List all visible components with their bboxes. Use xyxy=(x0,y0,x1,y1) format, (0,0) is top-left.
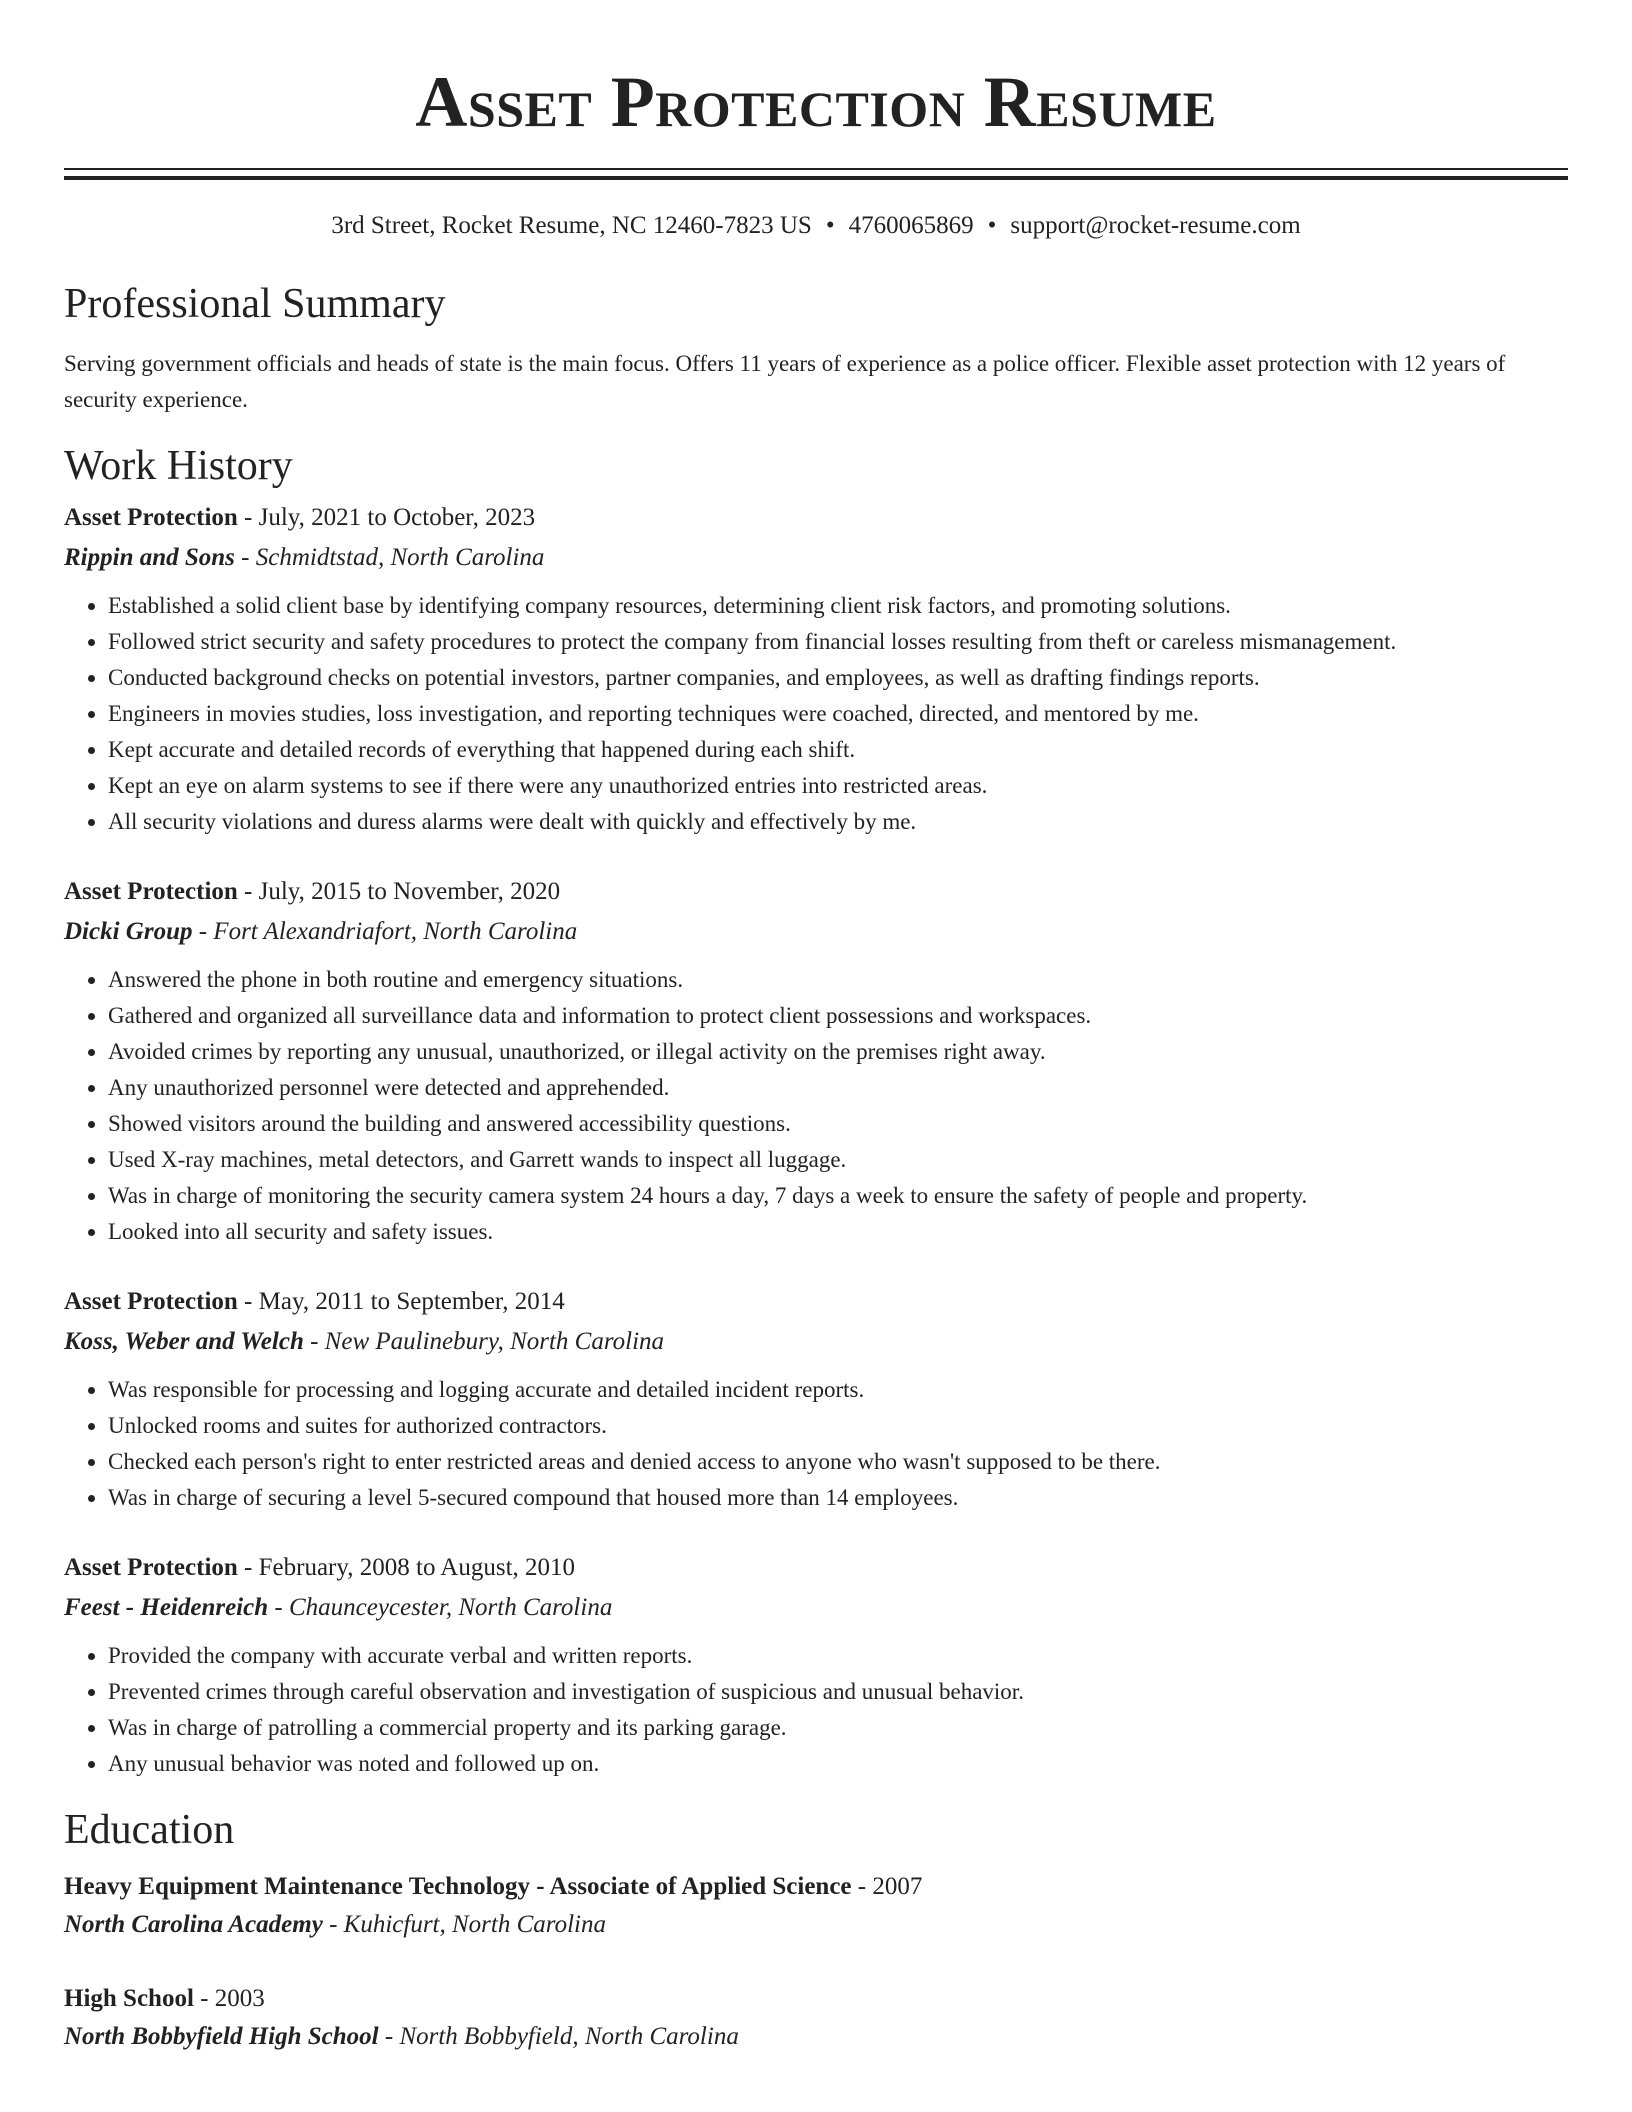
list-item: • Followed strict security and safety procedures to protect the company from financial losses resulting from theft or careless mismanagement. xyxy=(108,624,1568,660)
job-entry xyxy=(64,872,1568,1250)
job-location: - Fort Alexandriafort, North Carolina xyxy=(192,918,578,945)
job-title: Asset Protection xyxy=(64,1288,238,1315)
job-bullets xyxy=(64,962,1568,1250)
list-item: • Was in charge of securing a level 5-secured compound that housed more than 14 employees. xyxy=(108,1480,1568,1516)
education-heading: Education xyxy=(64,1807,235,1853)
list-item: • Showed visitors around the building and answered accessibility questions. xyxy=(108,1106,1568,1142)
job-title: Asset Protection xyxy=(64,504,238,531)
education-year: - 2003 xyxy=(193,1985,265,2012)
list-item: • Used X-ray machines, metal detectors, and Garrett wands to inspect all luggage. xyxy=(108,1142,1568,1178)
contact-separator: • xyxy=(987,212,997,239)
resume-page xyxy=(64,0,1568,2056)
job-title: Asset Protection xyxy=(64,878,238,905)
education-location: - Kuhicfurt, North Carolina xyxy=(322,1911,606,1938)
job-employer xyxy=(64,912,1568,952)
list-item: • Prevented crimes through careful observation and investigation of suspicious and unusual behavior. xyxy=(108,1674,1568,1710)
summary-text: Serving government officials and heads of state is the main focus. Offers 11 years of experience as a police officer. Flexible asset protection with 12 years of security experience. xyxy=(64,351,1506,412)
contact-address: 3rd Street, Rocket Resume, NC 12460-7823 US xyxy=(331,212,812,239)
job-header xyxy=(64,1548,1568,1588)
list-item: • Kept accurate and detailed records of everything that happened during each shift. xyxy=(108,732,1568,768)
job-employer xyxy=(64,538,1568,578)
education-header xyxy=(64,1868,1568,1906)
job-header xyxy=(64,1282,1568,1322)
job-title: Asset Protection xyxy=(64,1554,238,1581)
list-item: • Provided the company with accurate verbal and written reports. xyxy=(108,1638,1568,1674)
list-item: • Looked into all security and safety issues. xyxy=(108,1214,1568,1250)
job-dates: - May, 2011 to September, 2014 xyxy=(237,1288,565,1315)
summary-heading: Professional Summary xyxy=(64,281,446,327)
education-location: - North Bobbyfield, North Carolina xyxy=(378,2023,739,2050)
contact-separator: • xyxy=(825,212,835,239)
job-dates: - July, 2021 to October, 2023 xyxy=(237,504,536,531)
list-item: • All security violations and duress alarms were dealt with quickly and effectively by me. xyxy=(108,804,1568,840)
job-bullets xyxy=(64,588,1568,840)
education-header xyxy=(64,1980,1568,2018)
list-item: • Gathered and organized all surveillance data and information to protect client possessions and workspaces. xyxy=(108,998,1568,1034)
list-item: • Avoided crimes by reporting any unusual, unauthorized, or illegal activity on the premises right away. xyxy=(108,1034,1568,1070)
education-entry xyxy=(64,1980,1568,2056)
education-school: North Bobbyfield High School xyxy=(64,2023,379,2050)
job-entry xyxy=(64,1548,1568,1782)
job-company: Feest - Heidenreich xyxy=(64,1594,269,1621)
contact-email: support@rocket-resume.com xyxy=(1010,212,1301,239)
title-divider-thin xyxy=(64,168,1568,170)
education-entry xyxy=(64,1868,1568,1944)
job-company: Dicki Group xyxy=(64,918,193,945)
education-school-line xyxy=(64,2018,1568,2056)
job-dates: - July, 2015 to November, 2020 xyxy=(237,878,561,905)
list-item: • Was in charge of patrolling a commercial property and its parking garage. xyxy=(108,1710,1568,1746)
job-dates: - February, 2008 to August, 2010 xyxy=(237,1554,576,1581)
list-item: • Any unusual behavior was noted and followed up on. xyxy=(108,1746,1568,1782)
list-item: • Unlocked rooms and suites for authorized contractors. xyxy=(108,1408,1568,1444)
job-employer xyxy=(64,1322,1568,1362)
education-school-line xyxy=(64,1906,1568,1944)
job-location: - Schmidtstad, North Carolina xyxy=(234,544,545,571)
contact-line xyxy=(64,210,1568,242)
list-item: • Kept an eye on alarm systems to see if there were any unauthorized entries into restricted areas. xyxy=(108,768,1568,804)
list-item: • Checked each person's right to enter restricted areas and denied access to anyone who wasn't supposed to be there. xyxy=(108,1444,1568,1480)
job-entry xyxy=(64,498,1568,840)
job-location: - New Paulinebury, North Carolina xyxy=(303,1328,665,1355)
title-divider-thick xyxy=(64,176,1568,180)
job-company: Koss, Weber and Welch xyxy=(64,1328,304,1355)
job-company: Rippin and Sons xyxy=(64,544,235,571)
job-header xyxy=(64,498,1568,538)
education-year: - 2007 xyxy=(851,1873,923,1900)
job-location: - Chaunceycester, North Carolina xyxy=(268,1594,613,1621)
list-item: • Engineers in movies studies, loss investigation, and reporting techniques were coached, directed, and mentored by me. xyxy=(108,696,1568,732)
list-item: • Established a solid client base by identifying company resources, determining client risk factors, and promoting solutions. xyxy=(108,588,1568,624)
job-bullets xyxy=(64,1638,1568,1782)
job-entry xyxy=(64,1282,1568,1516)
job-bullets xyxy=(64,1372,1568,1516)
job-employer xyxy=(64,1588,1568,1628)
list-item: • Was responsible for processing and logging accurate and detailed incident reports. xyxy=(108,1372,1568,1408)
list-item: • Answered the phone in both routine and emergency situations. xyxy=(108,962,1568,998)
education-degree: High School xyxy=(64,1985,194,2012)
education-degree: Heavy Equipment Maintenance Technology - Associate of Applied Science xyxy=(64,1873,852,1900)
job-header xyxy=(64,872,1568,912)
work-history-heading: Work History xyxy=(64,443,293,489)
list-item: • Was in charge of monitoring the security camera system 24 hours a day, 7 days a week to ensure the safety of people and property. xyxy=(108,1178,1568,1214)
page-title: Asset Protection Resume xyxy=(415,62,1217,142)
list-item: • Any unauthorized personnel were detected and apprehended. xyxy=(108,1070,1568,1106)
list-item: • Conducted background checks on potential investors, partner companies, and employees, as well as drafting findings reports. xyxy=(108,660,1568,696)
contact-phone: 4760065869 xyxy=(848,212,974,239)
education-school: North Carolina Academy xyxy=(64,1911,323,1938)
